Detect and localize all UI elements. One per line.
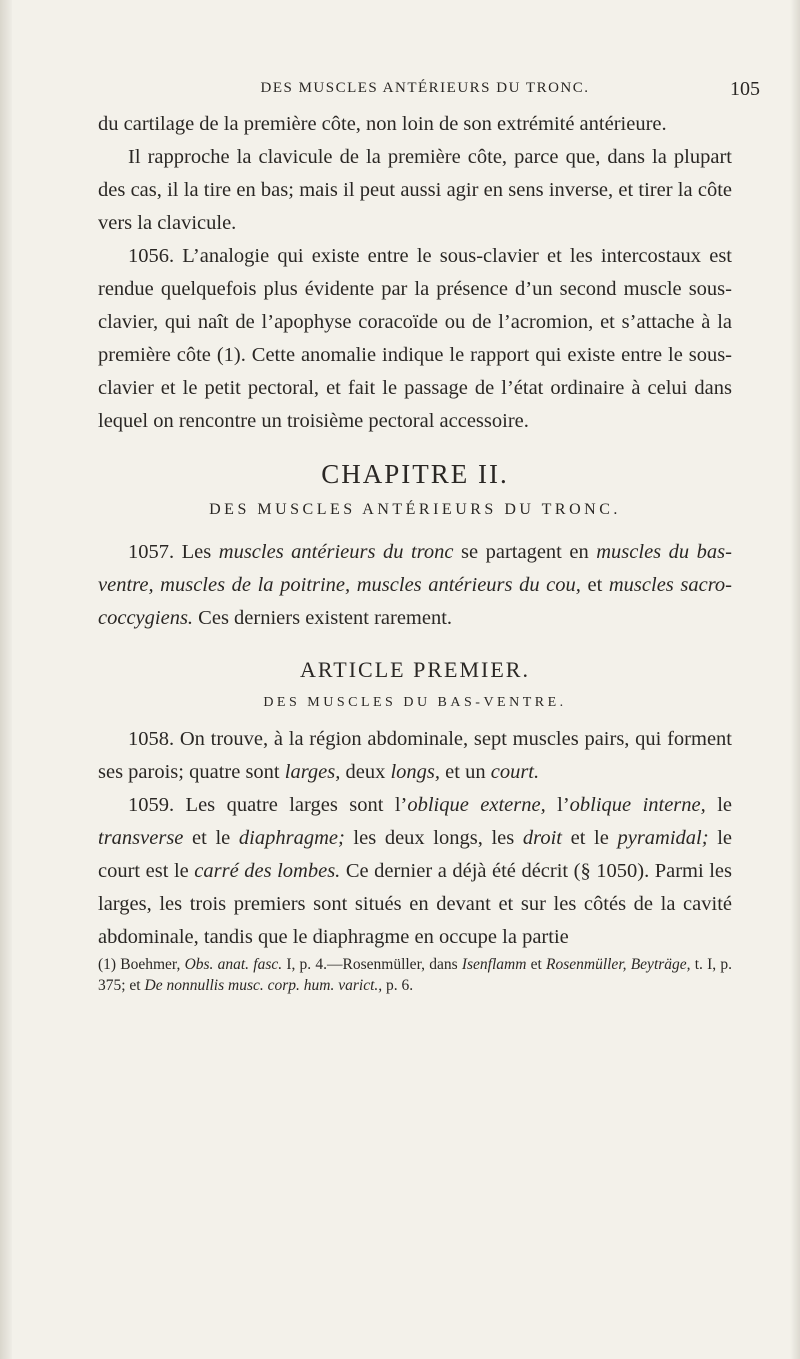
text-run: et [526,956,546,973]
italic-run: oblique interne, [569,794,706,816]
text-run: le [705,794,732,816]
text-run: l’ [545,794,570,816]
italic-run: De nonnullis musc. corp. hum. varict., [144,977,383,994]
page-number: 105 [730,78,760,100]
italic-run: droit [522,827,562,849]
italic-run: muscles sacro-coccygiens. [98,574,732,629]
italic-run: larges, [284,761,341,783]
text-run: Ces derniers existent rarement. [193,607,453,629]
text-run: et le [562,827,618,849]
text-run: t. I, p. 375; et [98,956,733,994]
text-run: I, p. 4.—Rosenmüller, dans [282,956,462,973]
text-run: 1058. On trouve, à la région abdominale, sept muscles pairs, qui forment ses parois; quatre sont [98,728,732,783]
text-run: Ce dernier a déjà été décrit (§ 1050). Parmi les larges, les trois premiers sont situés en devant et sur les côtés de la cavité abdominale, tandis que le diaphragme en occupe la partie [98,860,732,948]
text-run: p. 6. [382,977,414,994]
text-run: le court est le [98,827,733,882]
chapter-subtitle: DES MUSCLES ANTÉRIEURS DU TRONC. [209,501,621,518]
text-run: 1057. Les [128,541,219,563]
page-right-edge [790,0,800,1359]
italic-run: muscles antérieurs du tronc [218,541,454,563]
text-run: (1) Boehmer, [98,956,185,973]
italic-run: Isenflamm [461,956,527,973]
paragraph-1056: 1056. L’analogie qui existe entre le sous-clavier et les intercostaux est rendue quelquefois plus évidente par la présence d’un second muscle sous-clavier, qui naît de l’apophyse coracoïde ou de l’acromion, et s’attache à la première côte (1). Cette anomalie indique le rapport qui existe entre le sous-clavier et le petit pectoral, et fait le passage de l’état ordinaire à celui dans lequel on rencontre un troisième pectoral accessoire. [98,245,732,432]
italic-run: muscles du bas-ventre, muscles de la poitrine, muscles antérieurs du cou, [98,541,732,596]
text-run: et [580,574,609,596]
text-run: et le [183,827,239,849]
italic-run: oblique externe, [407,794,546,816]
italic-run: carré des lombes. [194,860,341,882]
article-title: ARTICLE PREMIER. [300,657,530,682]
footnote [98,954,732,996]
text-run: se partagent en [453,541,597,563]
page-body [98,108,732,996]
italic-run: diaphragme; [238,827,345,849]
text-run: et un [440,761,491,783]
paragraph-clavicule: Il rapproche la clavicule de la première côte, parce que, dans la plupart des cas, il la tire en bas; mais il peut aussi agir en sens inverse, et tirer la côte vers la clavicule. [98,146,732,234]
text-run: deux [340,761,391,783]
running-title: DES MUSCLES ANTÉRIEURS DU TRONC. [260,80,590,96]
text-run: les deux longs, les [344,827,523,849]
paragraph-1059 [98,789,732,954]
paragraph-continuation: du cartilage de la première côte, non loin de son extrémité antérieure. [98,113,667,135]
italic-run: longs, [390,761,441,783]
italic-run: Rosenmüller, Beyträge, [546,956,691,973]
italic-run: court. [490,761,540,783]
text-run: 1059. Les quatre larges sont l’ [128,794,408,816]
italic-run: pyramidal; [617,827,709,849]
paragraph-1057 [98,536,732,635]
italic-run: Obs. anat. fasc. [184,956,283,973]
article-subtitle: DES MUSCLES DU BAS-VENTRE. [263,695,567,710]
page-binding-edge [0,0,12,1359]
chapter-title: CHAPITRE II. [321,459,509,489]
italic-run: transverse [98,827,184,849]
paragraph-1058 [98,723,732,789]
